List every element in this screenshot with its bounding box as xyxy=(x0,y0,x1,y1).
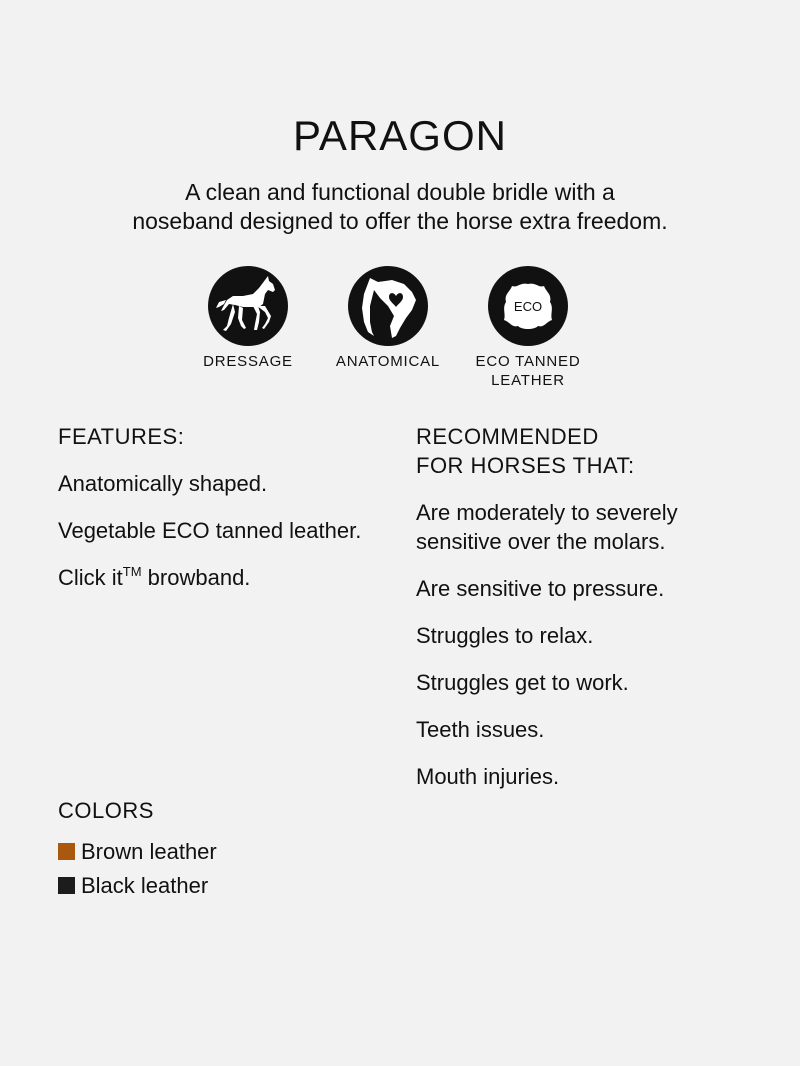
recommended-item-line: Are sensitive to pressure. xyxy=(416,576,665,601)
recommended-item-line: Struggles get to work. xyxy=(416,670,629,695)
recommended-section xyxy=(416,422,756,809)
feature-item: Vegetable ECO tanned leather. xyxy=(58,518,362,543)
black-swatch xyxy=(58,877,75,894)
features-list xyxy=(58,469,398,592)
colors-heading: COLORS xyxy=(58,798,154,823)
recommended-item xyxy=(416,621,756,650)
recommended-item-line: sensitive over the molars. xyxy=(416,529,666,554)
color-label: Black leather xyxy=(81,873,209,898)
recommended-item xyxy=(416,715,756,744)
recommended-heading-line-2: FOR HORSES THAT: xyxy=(416,453,635,478)
badge-label-line: ECO TANNED xyxy=(475,353,581,370)
badge-eco-leather xyxy=(448,266,608,390)
recommended-item-line: Are moderately to severely xyxy=(416,500,678,525)
recommended-heading xyxy=(416,422,756,480)
browband-prefix: Click it xyxy=(58,565,123,590)
badge-anatomical xyxy=(308,266,468,371)
recommended-item xyxy=(416,574,756,603)
dressage-horse-icon xyxy=(208,266,288,346)
color-option-black xyxy=(58,871,398,900)
product-description xyxy=(0,178,800,236)
badge-label xyxy=(168,352,328,371)
recommended-heading-line-1: RECOMMENDED xyxy=(416,424,599,449)
color-label: Brown leather xyxy=(81,839,217,864)
page-title: PARAGON xyxy=(293,112,507,159)
recommended-item xyxy=(416,498,756,556)
features-heading: FEATURES: xyxy=(58,424,185,449)
badge-label-line: ANATOMICAL xyxy=(335,353,441,370)
browband-suffix: browband. xyxy=(141,565,251,590)
feature-item: Anatomically shaped. xyxy=(58,471,268,496)
horse-head-heart-icon xyxy=(348,266,428,346)
recommended-item-line: Struggles to relax. xyxy=(416,623,594,648)
badge-label-line: LEATHER xyxy=(491,372,565,389)
eco-leather-icon xyxy=(488,266,568,346)
color-option-brown xyxy=(58,837,398,866)
colors-section xyxy=(58,796,398,900)
badge-label-line: DRESSAGE xyxy=(203,353,293,370)
brown-swatch xyxy=(58,843,75,860)
trademark-sup: TM xyxy=(122,564,142,579)
badge-label xyxy=(448,352,608,390)
recommended-item xyxy=(416,762,756,791)
badge-dressage xyxy=(168,266,328,371)
description-line-2: noseband designed to offer the horse extra freedom. xyxy=(132,208,668,234)
eco-icon-text: ECO xyxy=(513,299,543,314)
recommended-item-line: Teeth issues. xyxy=(416,717,545,742)
description-line-1: A clean and functional double bridle with a xyxy=(185,179,615,205)
recommended-list xyxy=(416,498,756,791)
badge-label xyxy=(308,352,468,371)
recommended-item-line: Mouth injuries. xyxy=(416,764,560,789)
features-section xyxy=(58,422,398,610)
feature-item-browband xyxy=(58,563,398,592)
recommended-item xyxy=(416,668,756,697)
